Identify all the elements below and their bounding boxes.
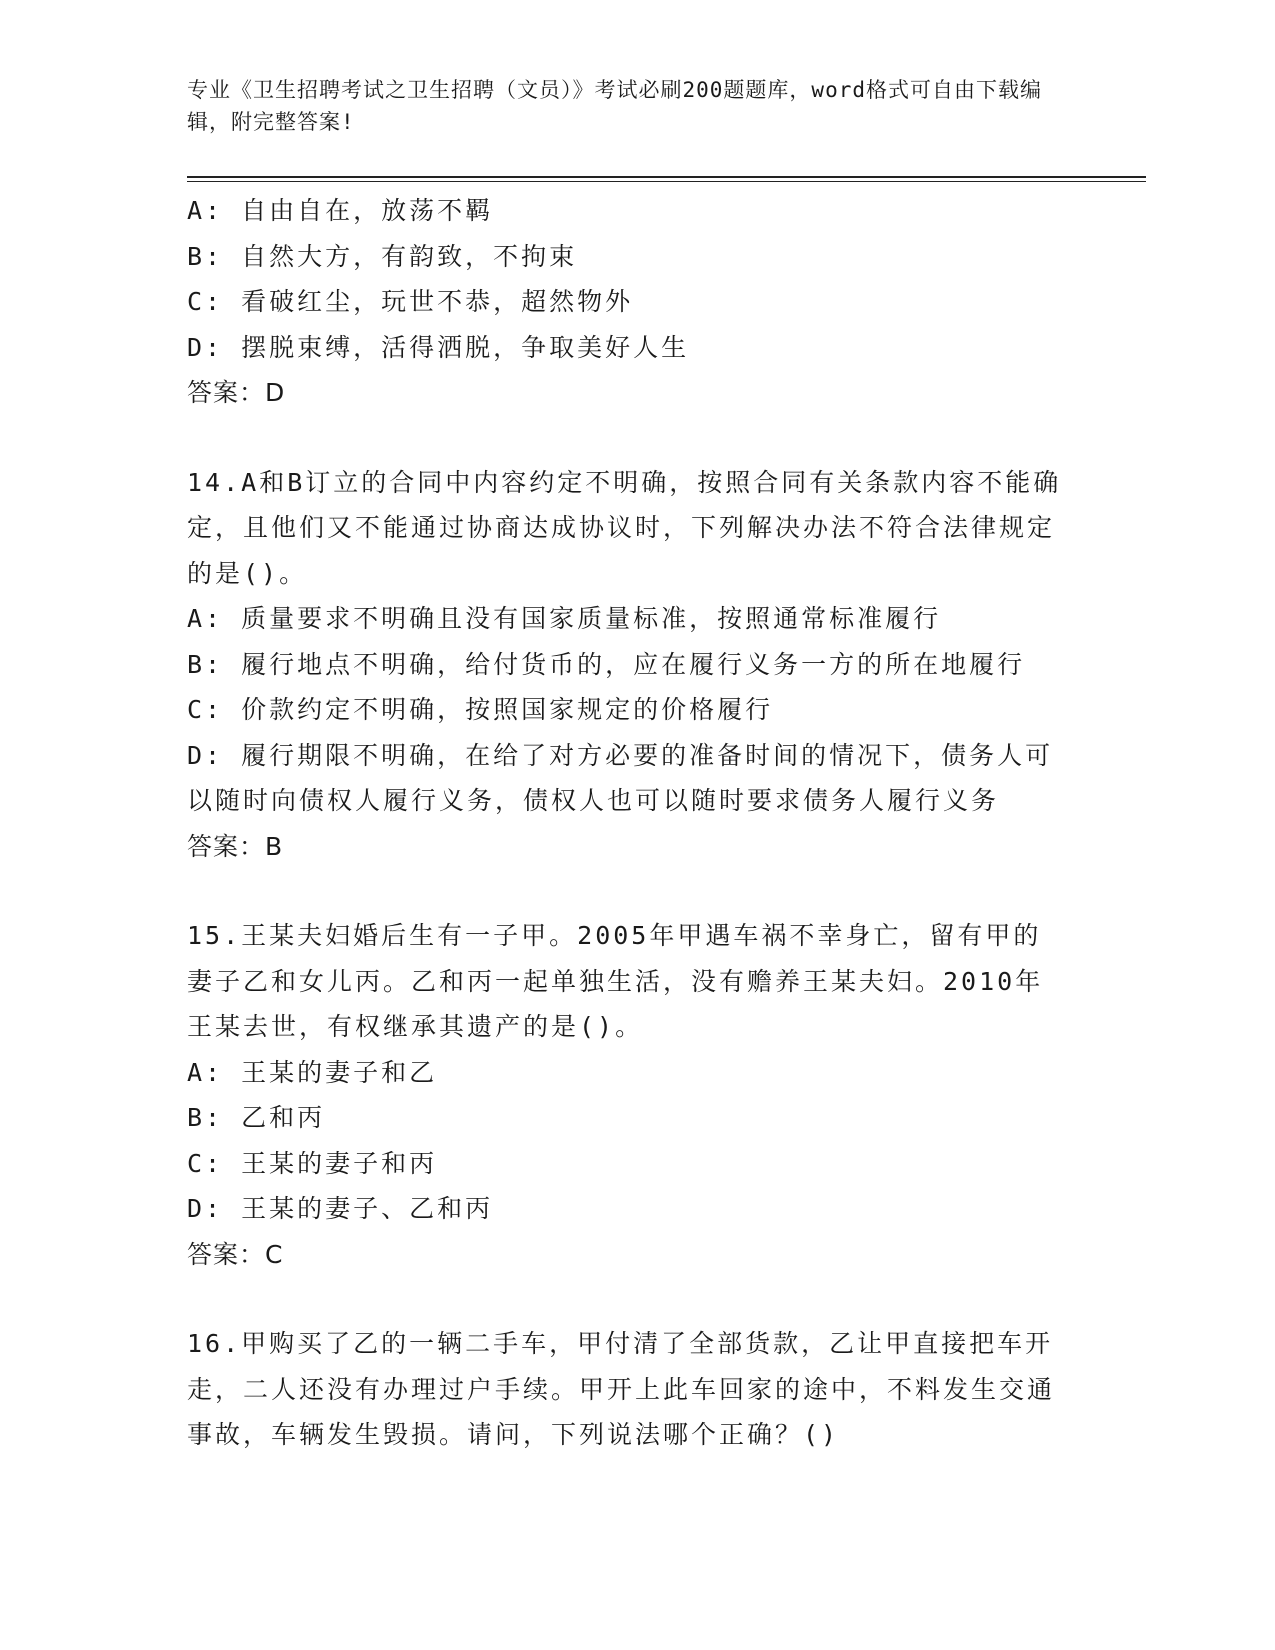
option-d: D: 王某的妻子、乙和丙	[187, 1194, 494, 1223]
question-stem: 16.甲购买了乙的一辆二手车，甲付清了全部货款，乙让甲直接把车开走，二人还没有办理过户手续。甲开上此车回家的途中，不料发生交通事故，车辆发生毁损。请问，下列说法哪个正确？()	[187, 1329, 1056, 1449]
option-b: B: 履行地点不明确，给付货币的，应在履行义务一方的所在地履行	[187, 649, 1026, 679]
option-b: B: 乙和丙	[187, 1103, 326, 1132]
option-a: A: 王某的妻子和乙	[187, 1057, 438, 1087]
answer: 答案：C	[187, 1239, 284, 1269]
option-d: D: 履行期限不明确，在给了对方必要的准备时间的情况下，债务人可以随时向债权人履行义务，债权人也可以随时要求债务人履行义务	[187, 740, 1054, 815]
option-c: C: 价款约定不明确，按照国家规定的价格履行	[187, 695, 774, 724]
option-b: B: 自然大方，有韵致，不拘束	[187, 241, 578, 271]
question-14	[187, 460, 1067, 870]
document-body	[187, 188, 1067, 1458]
option-c: C: 王某的妻子和丙	[187, 1148, 438, 1178]
question-13-tail	[187, 188, 1067, 416]
option-d: D: 摆脱束缚，活得洒脱，争取美好人生	[187, 332, 690, 362]
option-a: A: 质量要求不明确且没有国家质量标准，按照通常标准履行	[187, 604, 942, 633]
question-stem: 15.王某夫妇婚后生有一子甲。2005年甲遇车祸不幸身亡，留有甲的妻子乙和女儿丙。乙和丙一起单独生活，没有赡养王某夫妇。2010年王某去世，有权继承其遗产的是()。	[187, 921, 1044, 1041]
question-16	[187, 1321, 1067, 1458]
question-stem: 14.A和B订立的合同中内容约定不明确，按照合同有关条款内容不能确定，且他们又不能通过协商达成协议时，下列解决办法不符合法律规定的是()。	[187, 467, 1062, 588]
answer: 答案：D	[187, 378, 286, 407]
header-divider-thick	[187, 176, 1146, 178]
header-divider-thin	[187, 181, 1146, 182]
answer: 答案：B	[187, 831, 284, 861]
option-a: A: 自由自在，放荡不羁	[187, 196, 494, 225]
document-header: 专业《卫生招聘考试之卫生招聘（文员）》考试必刷200题题库，word格式可自由下载编辑，附完整答案!	[187, 78, 1042, 134]
question-15	[187, 913, 1067, 1277]
option-c: C: 看破红尘，玩世不恭，超然物外	[187, 287, 634, 316]
